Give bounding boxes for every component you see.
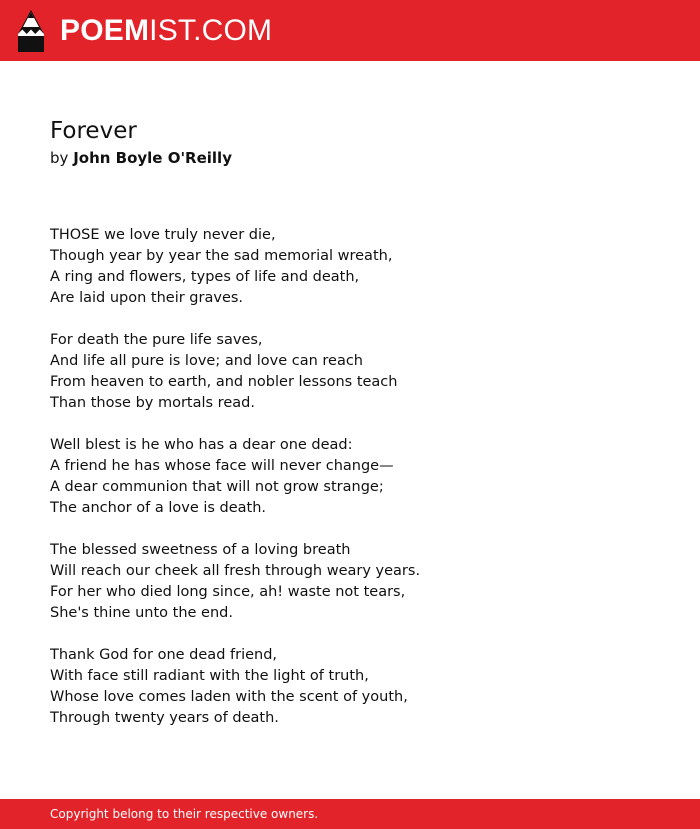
poem-line: THOSE we love truly never die, bbox=[50, 227, 276, 243]
poem-line: For death the pure life saves, bbox=[50, 332, 263, 348]
stanza bbox=[50, 435, 650, 519]
poem-line: The anchor of a love is death. bbox=[50, 500, 267, 516]
poem-line: A friend he has whose face will never change— bbox=[50, 458, 394, 474]
pencil-icon bbox=[18, 10, 44, 52]
author-name[interactable]: John Boyle O'Reilly bbox=[73, 149, 232, 167]
logo-text-light: IST.COM bbox=[149, 14, 273, 47]
poem-line: Thank God for one dead friend, bbox=[50, 647, 278, 663]
stanza bbox=[50, 330, 650, 414]
poem-line: Well blest is he who has a dear one dead: bbox=[50, 437, 353, 453]
poem-line: With face still radiant with the light of truth, bbox=[50, 668, 369, 684]
poem-line: Through twenty years of death. bbox=[50, 710, 279, 726]
poem-line: Are laid upon their graves. bbox=[50, 290, 244, 306]
poem-line: For her who died long since, ah! waste not tears, bbox=[50, 584, 406, 600]
stanza bbox=[50, 645, 650, 729]
poem-line: Will reach our cheek all fresh through weary years. bbox=[50, 563, 421, 579]
site-footer bbox=[0, 799, 700, 829]
logo-wordmark bbox=[60, 10, 272, 52]
poem-line: Whose love comes laden with the scent of youth, bbox=[50, 689, 408, 705]
site-header bbox=[0, 0, 700, 61]
poem-body bbox=[50, 225, 650, 729]
site-logo-link[interactable] bbox=[18, 10, 272, 52]
poem-title: Forever bbox=[50, 118, 137, 144]
poem-line: A dear communion that will not grow strange; bbox=[50, 479, 384, 495]
poem-content bbox=[50, 116, 650, 750]
stanza bbox=[50, 540, 650, 624]
poem-byline bbox=[50, 146, 650, 170]
poem-line: A ring and flowers, types of life and death, bbox=[50, 269, 360, 285]
poem-line: And life all pure is love; and love can reach bbox=[50, 353, 363, 369]
poem-line: From heaven to earth, and nobler lessons teach bbox=[50, 374, 398, 390]
by-label: by bbox=[50, 149, 69, 167]
copyright-text: Copyright belong to their respective owners. bbox=[50, 807, 319, 821]
logo-text-bold: POEM bbox=[60, 14, 150, 47]
poem-line: Than those by mortals read. bbox=[50, 395, 255, 411]
poem-line: Though year by year the sad memorial wreath, bbox=[50, 248, 393, 264]
poem-line: She's thine unto the end. bbox=[50, 605, 233, 621]
poem-line: The blessed sweetness of a loving breath bbox=[50, 542, 351, 558]
stanza bbox=[50, 225, 650, 309]
